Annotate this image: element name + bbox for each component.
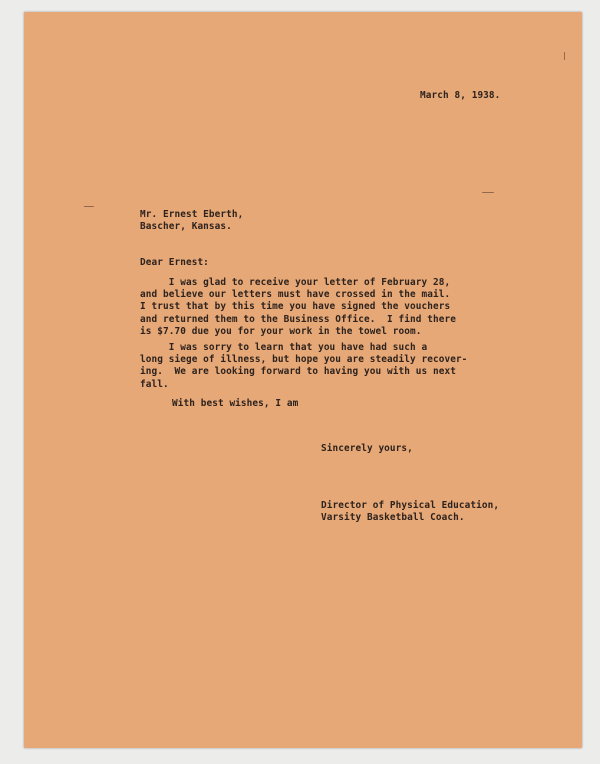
body-line: long siege of illness, but hope you are steadily recover- [140, 354, 468, 366]
body-line: fall. [140, 378, 169, 390]
body-line: ing. We are looking forward to having you with us next [140, 366, 456, 378]
body-line: and returned them to the Business Office. I find there [140, 313, 456, 325]
body-line: and believe our letters must have crossed in the mail. [140, 289, 451, 301]
letter-page [24, 12, 582, 748]
signature-title: Director of Physical Education, [321, 500, 500, 511]
closing-line: With best wishes, I am [172, 398, 299, 409]
paper-blemish [84, 206, 94, 207]
salutation: Dear Ernest: [140, 257, 209, 268]
body-line: I was sorry to learn that you have had such a [140, 342, 428, 353]
body-line: I trust that by this time you have signed the vouchers [140, 301, 451, 313]
addressee-block [140, 209, 243, 233]
signature-title: Varsity Basketball Coach. [321, 512, 465, 524]
letter-date: March 8, 1938. [420, 90, 501, 101]
addressee-name: Mr. Ernest Eberth, [140, 209, 244, 220]
body-line: I was glad to receive your letter of February 28, [140, 277, 451, 288]
paper-blemish [482, 192, 494, 193]
paper-blemish [564, 52, 565, 60]
body-line: is $7.70 due you for your work in the towel room. [140, 325, 422, 337]
addressee-location: Bascher, Kansas. [140, 221, 232, 233]
complimentary-close: Sincerely yours, [321, 443, 413, 454]
body-paragraph-1 [140, 277, 456, 338]
body-paragraph-2 [140, 342, 467, 391]
signature-block [321, 500, 499, 524]
